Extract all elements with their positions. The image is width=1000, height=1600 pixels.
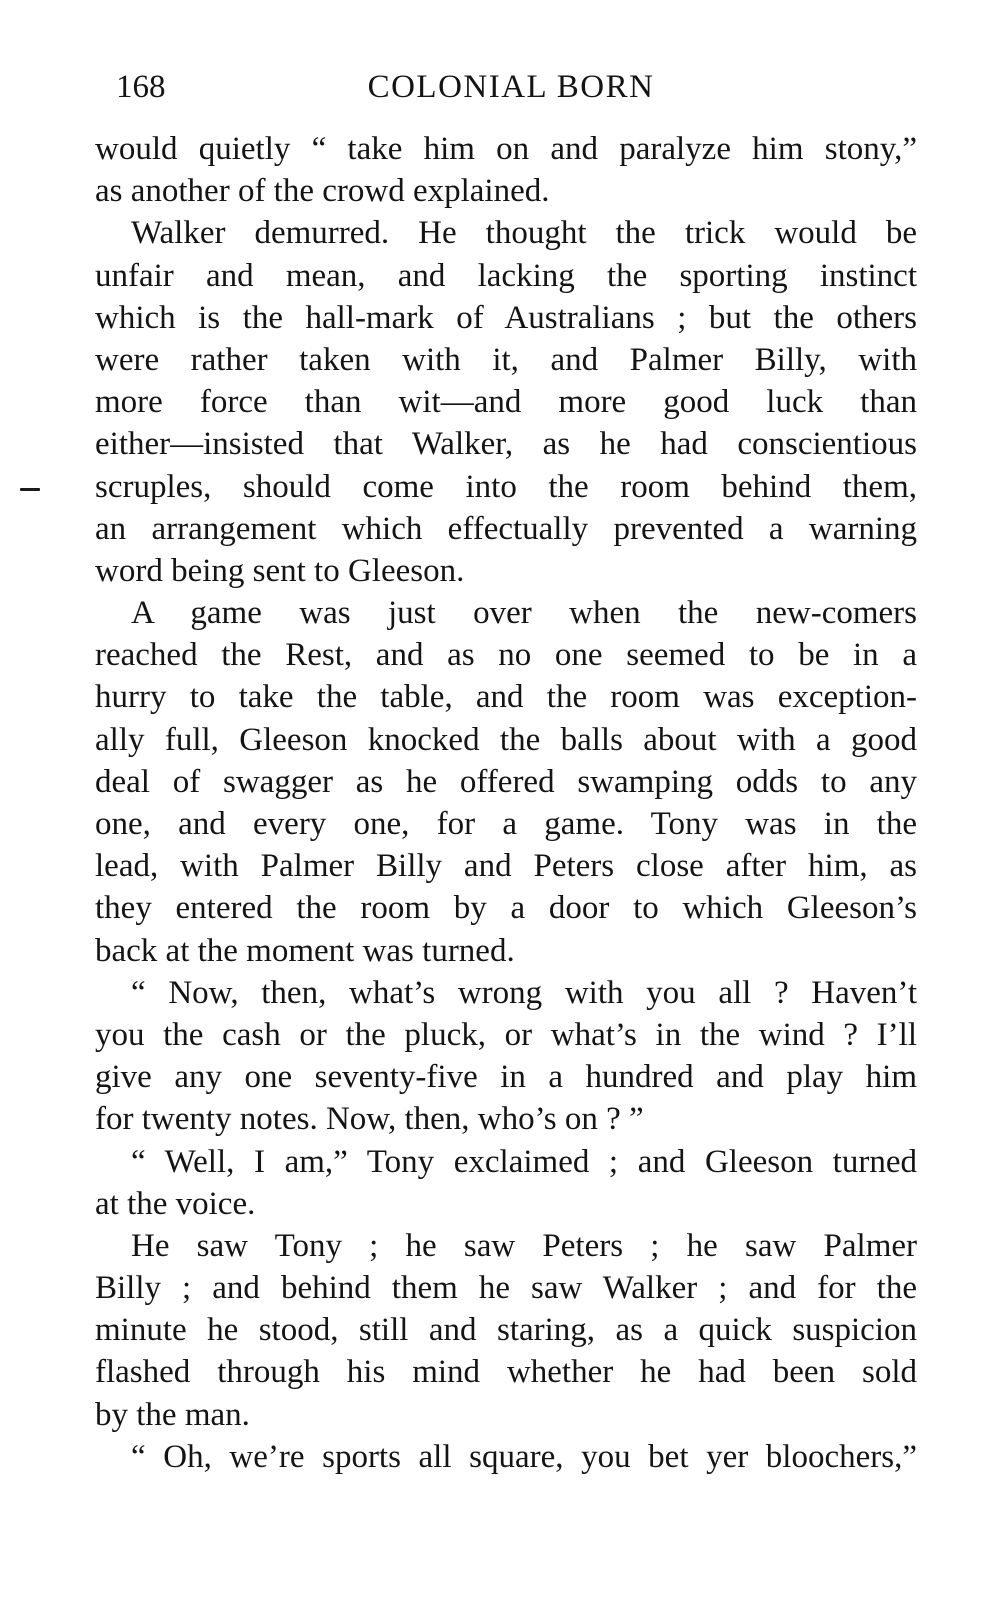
text-line: one, and every one, for a game. Tony was in the xyxy=(95,806,917,842)
paragraph xyxy=(95,972,917,1141)
margin-mark xyxy=(20,488,40,491)
running-head xyxy=(106,62,916,112)
text-line: “ Well, I am,” Tony exclaimed ; and Gleeson turned xyxy=(131,1143,917,1180)
paragraph xyxy=(95,128,917,212)
text-line: minute he stood, still and staring, as a quick suspicion xyxy=(95,1312,917,1349)
text-line: reached the Rest, and as no one seemed to be in a xyxy=(95,637,917,674)
paragraph xyxy=(95,1141,917,1225)
paragraph xyxy=(95,1225,917,1436)
text-line: flashed through his mind whether he had been sold xyxy=(95,1354,917,1391)
text-line: would quietly “ take him on and paralyze him stony,” xyxy=(95,131,917,167)
text-line: “ Now, then, what’s wrong with you all ? Haven’t xyxy=(131,974,917,1011)
paragraph xyxy=(95,1436,917,1478)
paragraph xyxy=(95,592,917,972)
text-line: ally full, Gleeson knocked the balls about with a good xyxy=(95,721,917,758)
text-line: hurry to take the table, and the room was exception- xyxy=(95,679,917,716)
text-line: Walker demurred. He thought the trick would be xyxy=(131,215,917,252)
text-line: A game was just over when the new-comers xyxy=(131,595,917,632)
text-line: an arrangement which effectually prevented a warning xyxy=(95,510,917,547)
text-line: for twenty notes. Now, then, who’s on ? ” xyxy=(95,1101,644,1138)
text-line: Billy ; and behind them he saw Walker ; and for the xyxy=(95,1270,917,1307)
text-line: either—insisted that Walker, as he had conscientious xyxy=(95,426,917,463)
text-line: were rather taken with it, and Palmer Billy, with xyxy=(95,341,917,378)
body-text xyxy=(95,128,917,1478)
text-line: give any one seventy-five in a hundred and play him xyxy=(95,1059,917,1096)
text-line: at the voice. xyxy=(95,1185,256,1222)
text-line: word being sent to Gleeson. xyxy=(95,552,465,589)
text-line: He saw Tony ; he saw Peters ; he saw Palmer xyxy=(131,1227,917,1264)
text-line: “ Oh, we’re sports all square, you bet yer bloochers,” xyxy=(131,1438,917,1475)
paragraph xyxy=(95,212,917,592)
text-line: which is the hall-mark of Australians ; but the others xyxy=(95,299,917,336)
text-line: scruples, should come into the room behind them, xyxy=(95,468,917,505)
text-line: more force than wit—and more good luck than xyxy=(95,384,917,421)
page-number: 168 xyxy=(116,69,166,105)
text-line: back at the moment was turned. xyxy=(95,932,515,969)
text-line: deal of swagger as he offered swamping odds to any xyxy=(95,763,917,800)
text-line: lead, with Palmer Billy and Peters close after him, as xyxy=(95,848,917,885)
text-line: they entered the room by a door to which Gleeson’s xyxy=(95,890,917,927)
text-line: by the man. xyxy=(95,1396,250,1433)
running-title: COLONIAL BORN xyxy=(367,69,655,105)
text-line: as another of the crowd explained. xyxy=(95,173,550,210)
text-line: unfair and mean, and lacking the sporting instinct xyxy=(95,257,917,294)
text-line: you the cash or the pluck, or what’s in the wind ? I’ll xyxy=(95,1016,917,1053)
